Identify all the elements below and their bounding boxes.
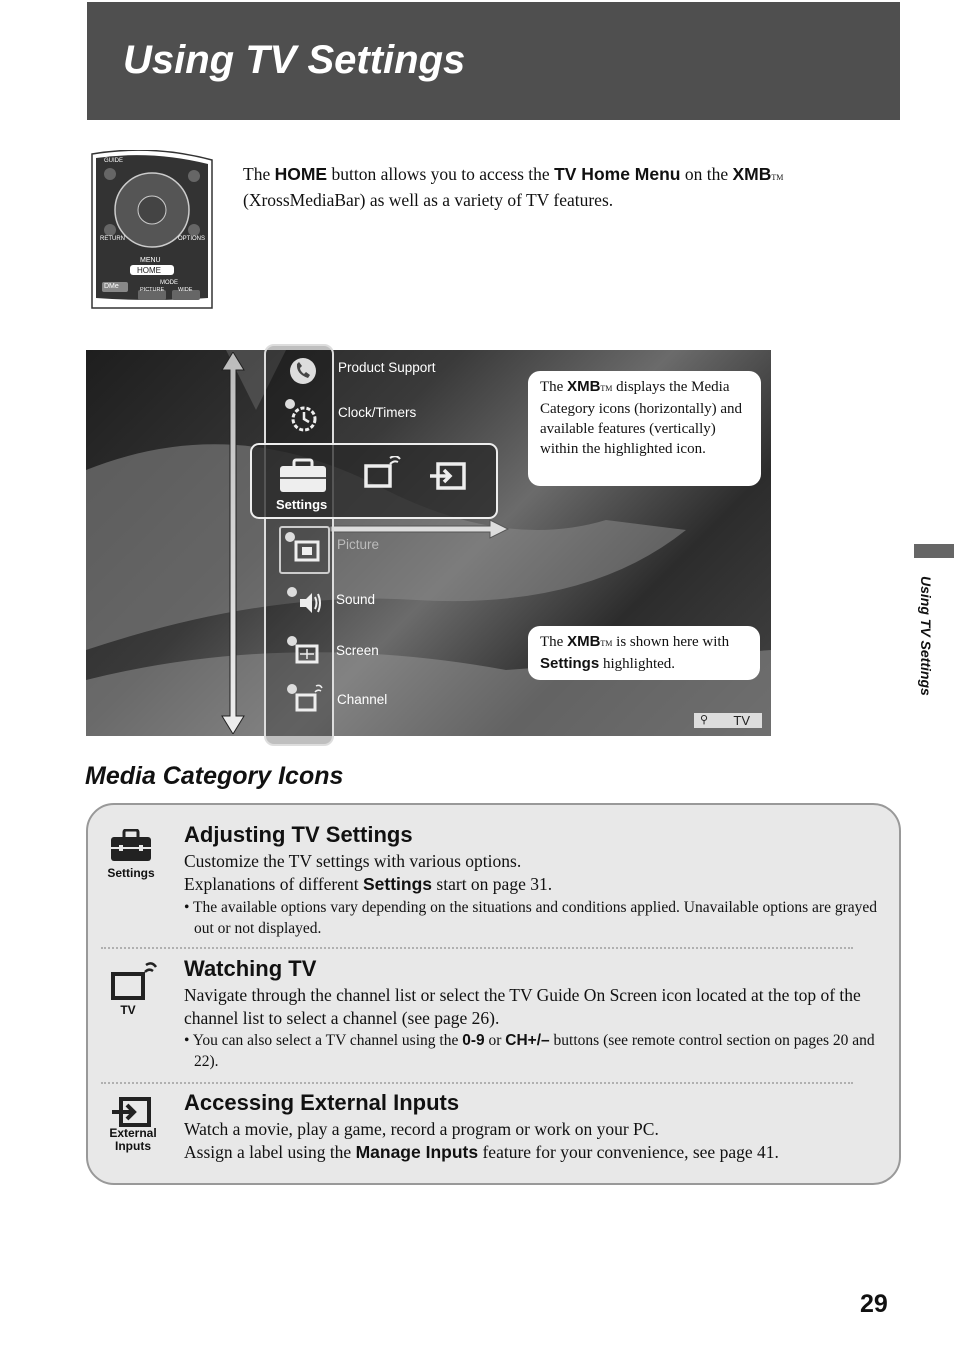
external-inputs-icon <box>430 461 468 491</box>
bullet-text: or <box>484 1032 506 1049</box>
settings-term: Settings <box>540 655 600 672</box>
side-tab-text: Using TV Settings <box>918 576 934 696</box>
body-line: Customize the TV settings with various options. <box>184 851 522 871</box>
item-body-watching: Navigate through the channel list or select the TV Guide On Screen icon located at the top of the channel list to select a channel (see page 26). <box>184 985 861 1028</box>
remote-return-label: RETURN <box>100 236 125 242</box>
sound-icon <box>284 585 324 617</box>
trademark: TM <box>600 384 613 393</box>
key-term: 0-9 <box>462 1032 485 1049</box>
settings-label: Settings <box>276 497 328 512</box>
external-inputs-icon <box>112 1096 152 1128</box>
body-text: Assign a label using the <box>184 1142 356 1162</box>
channel-icon <box>284 682 324 714</box>
key-term: CH+/– <box>505 1032 550 1049</box>
horizontal-arrow-icon <box>330 519 510 539</box>
remote-wide-label: WIDE <box>178 287 193 293</box>
remote-guide-label: GUIDE <box>104 158 124 164</box>
picture-icon <box>282 530 322 566</box>
intro-text: button allows you to access the <box>327 164 555 184</box>
home-term: HOME <box>274 164 328 184</box>
side-tab-label <box>906 576 936 726</box>
callout-settings-highlighted <box>528 626 760 680</box>
antenna-icon: ⚲ <box>700 714 709 726</box>
callout-xmb-description <box>528 371 761 486</box>
divider <box>101 947 853 949</box>
bullet-text: • You can also select a TV channel using the <box>184 1032 463 1049</box>
xmb-term: XMB <box>732 164 772 184</box>
menu-item-clock-timers: Clock/Timers <box>338 405 417 420</box>
item-title-adjusting: Adjusting TV Settings <box>184 822 413 847</box>
icon-label-line: External <box>109 1126 157 1140</box>
bullet-note-adjusting: • The available options vary depending on the situations and conditions applied. Unavailable options are grayed out or not displayed. <box>184 899 877 937</box>
bullet-text: buttons (see remote control section on pages 20 and 22). <box>194 1032 875 1070</box>
trademark: TM <box>771 173 784 182</box>
body-line: Watch a movie, play a game, record a program or work on your PC. <box>184 1119 659 1139</box>
body-text: Explanations of different <box>184 874 363 894</box>
tv-icon-label: TV <box>120 1003 136 1017</box>
menu-item-channel: Channel <box>337 692 388 707</box>
tv-home-menu-term: TV Home Menu <box>554 164 681 184</box>
xmb-term: XMB <box>567 633 601 650</box>
body-line <box>184 873 884 896</box>
item-title-watching: Watching TV <box>184 956 317 981</box>
intro-text: on the <box>680 164 733 184</box>
settings-toolbox-icon <box>110 829 152 863</box>
tv-input-tag <box>694 713 762 728</box>
menu-item-picture: Picture <box>337 537 380 552</box>
menu-item-screen: Screen <box>336 643 379 658</box>
screen-icon <box>284 634 324 666</box>
tv-icon <box>110 962 158 1002</box>
remote-illustration <box>88 150 216 312</box>
settings-icon-label: Settings <box>107 866 155 880</box>
page-title: Using TV Settings <box>123 38 466 82</box>
divider <box>101 1082 853 1084</box>
external-inputs-icon-label <box>98 1127 168 1153</box>
remote-mode-label: MODE <box>160 280 178 286</box>
page-header <box>87 2 900 120</box>
settings-toolbox-icon <box>278 458 328 494</box>
bullet-note-watching <box>184 1030 884 1072</box>
vertical-arrow-icon <box>220 352 246 734</box>
callout-text: The <box>540 379 568 395</box>
manage-inputs-term: Manage Inputs <box>355 1142 479 1162</box>
tv-icon <box>364 456 402 490</box>
icon-label-line: Inputs <box>115 1139 151 1153</box>
settings-term: Settings <box>363 874 433 894</box>
callout-text: highlighted. <box>599 656 676 672</box>
trademark: TM <box>600 639 613 648</box>
remote-home-button: HOME <box>137 266 161 275</box>
section-title: Media Category Icons <box>85 762 344 790</box>
callout-text: is shown here with <box>612 634 730 650</box>
page-number: 29 <box>860 1290 888 1318</box>
intro-text: The <box>243 164 275 184</box>
remote-options-label: OPTIONS <box>178 236 206 242</box>
clock-timers-icon <box>282 396 320 434</box>
item-body-external <box>184 1118 890 1164</box>
callout-text: displays the Media Category icons (horizontally) and available features (vertically) within the highlighted icon. <box>540 379 743 457</box>
side-tab-marker <box>914 544 954 558</box>
remote-dmex-label: DMe <box>104 283 119 290</box>
remote-menu-label: MENU <box>140 257 161 264</box>
product-support-icon <box>288 356 318 386</box>
body-text: feature for your convenience, see page 41. <box>478 1142 779 1162</box>
remote-picture-label: PICTURE <box>140 287 165 293</box>
tv-tag-label: TV <box>733 713 750 728</box>
intro-paragraph <box>243 163 863 212</box>
xmb-term: XMB <box>567 378 601 395</box>
menu-item-product-support: Product Support <box>338 360 436 375</box>
intro-text: (XrossMediaBar) as well as a variety of TV features. <box>243 190 614 210</box>
body-line <box>184 1141 890 1164</box>
item-body-adjusting <box>184 850 884 896</box>
callout-text: The <box>540 634 568 650</box>
item-title-external: Accessing External Inputs <box>184 1090 460 1115</box>
body-text: start on page 31. <box>432 874 553 894</box>
menu-item-sound: Sound <box>336 592 376 607</box>
